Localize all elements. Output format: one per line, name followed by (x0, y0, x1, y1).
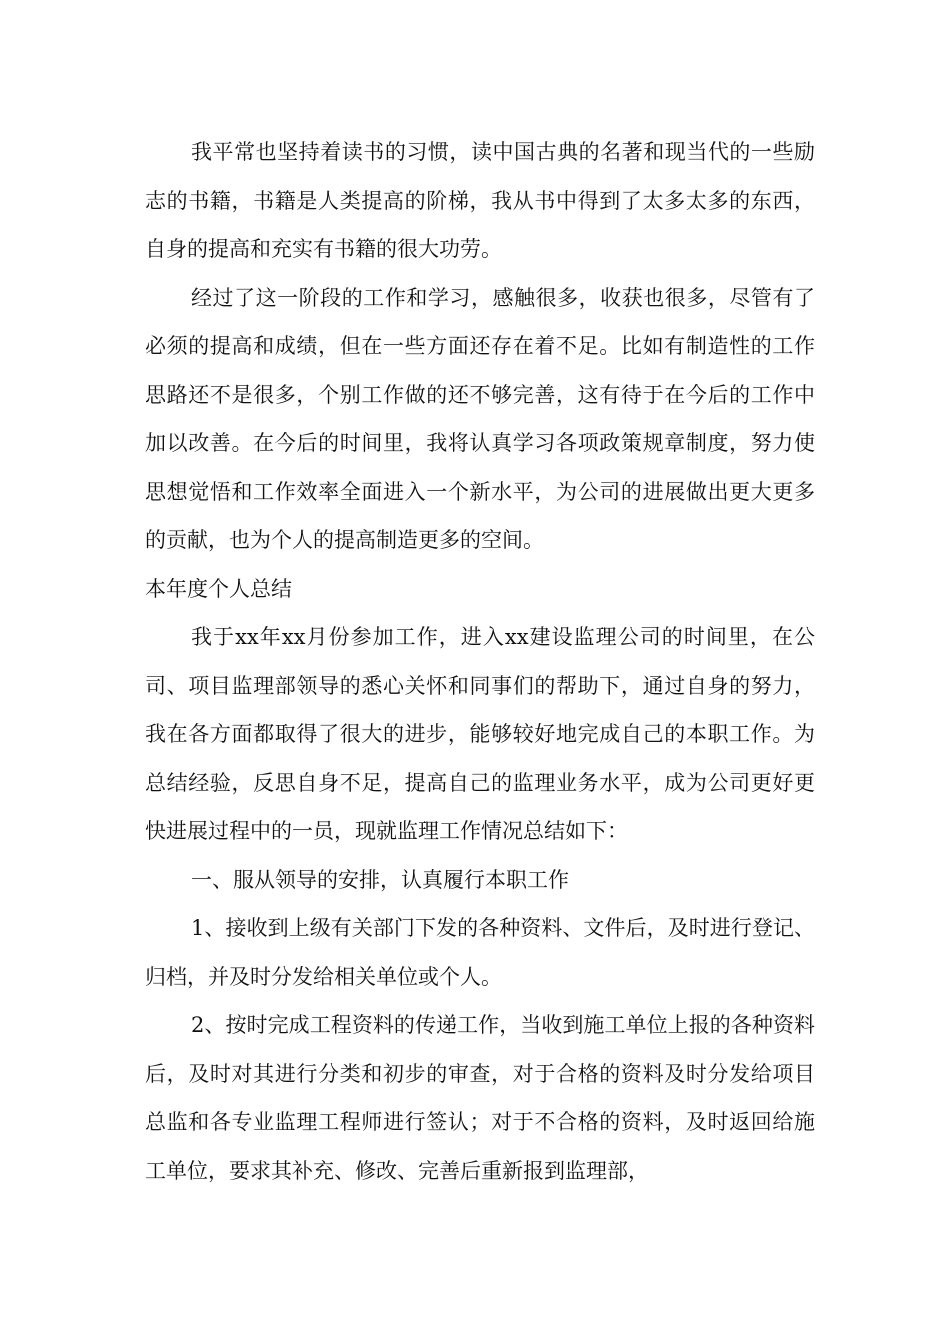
section-heading-one: 一、服从领导的安排，认真履行本职工作 (191, 867, 569, 892)
document-body (145, 128, 815, 1195)
list-item-1: 1、接收到上级有关部门下发的各种资料、文件后，及时进行登记、归档，并及时分发给相关单位或个人。 (145, 916, 815, 989)
section-title: 本年度个人总结 (145, 576, 292, 601)
list-item-2: 2、按时完成工程资料的传递工作，当收到施工单位上报的各种资料后，及时对其进行分类和初步的审查，对于合格的资料及时分发给项目总监和各专业监理工程师进行签认；对于不合格的资料，及时返回给施工单位，要求其补充、修改、完善后重新报到监理部， (145, 1013, 815, 1183)
paragraph-reflection: 经过了这一阶段的工作和学习，感触很多，收获也很多，尽管有了必须的提高和成绩，但在一些方面还存在着不足。比如有制造性的工作思路还不是很多，个别工作做的还不够完善，这有待于在今后的工作中加以改善。在今后的时间里，我将认真学习各项政策规章制度，努力使思想觉悟和工作效率全面进入一个新水平，为公司的进展做出更大更多的贡献，也为个人的提高制造更多的空间。 (145, 285, 815, 552)
paragraph-reading-habit: 我平常也坚持着读书的习惯，读中国古典的名著和现当代的一些励志的书籍，书籍是人类提高的阶梯，我从书中得到了太多太多的东西，自身的提高和充实有书籍的很大功劳。 (145, 140, 815, 261)
paragraph-introduction: 我于xx年xx月份参加工作，进入xx建设监理公司的时间里，在公司、项目监理部领导的悉心关怀和同事们的帮助下，通过自身的努力，我在各方面都取得了很大的进步，能够较好地完成自己的本职工作。为总结经验，反思自身不足，提高自己的监理业务水平，成为公司更好更快进展过程中的一员，现就监理工作情况总结如下： (145, 625, 815, 843)
